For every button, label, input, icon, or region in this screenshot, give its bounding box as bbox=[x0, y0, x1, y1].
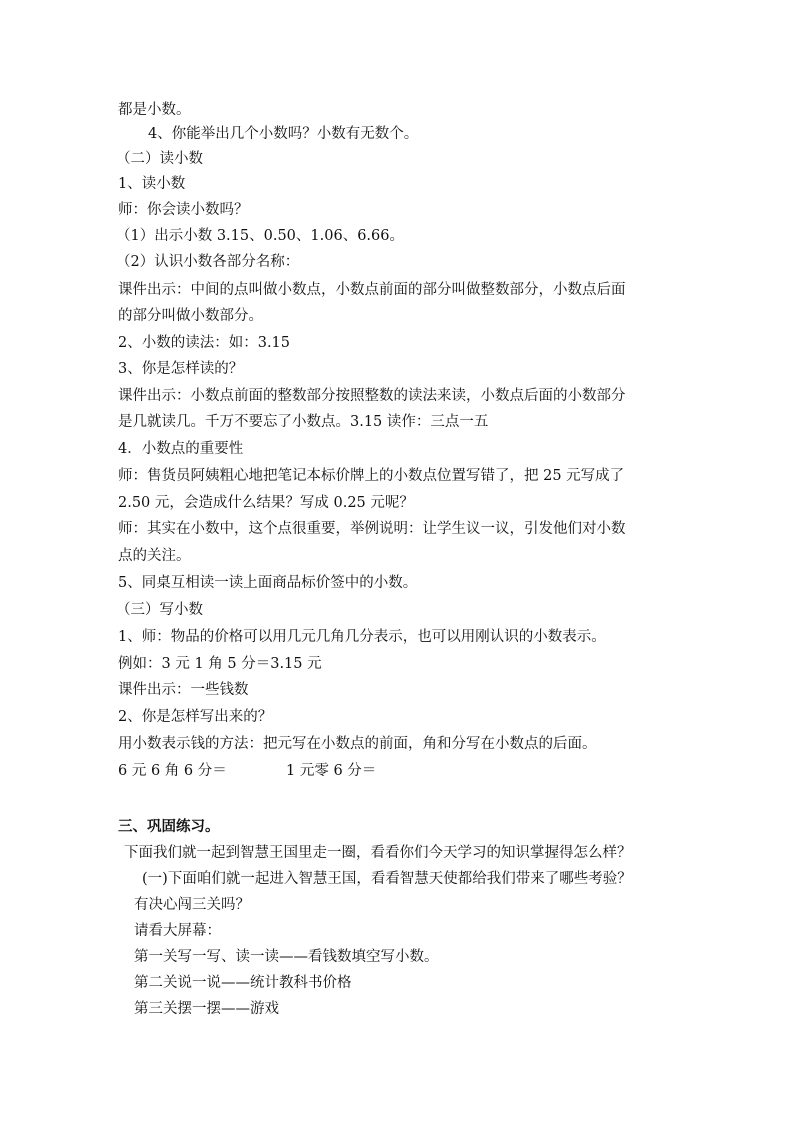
section-heading: （三）写小数 bbox=[116, 602, 203, 618]
text-line: 第三关摆一摆——游戏 bbox=[134, 1001, 279, 1017]
text-line: 1、读小数 bbox=[118, 176, 186, 192]
text-line: 3、你是怎样读的？ bbox=[118, 361, 244, 377]
text-line: （1）出示小数 3.15、0.50、1.06、6.66。 bbox=[116, 228, 404, 244]
text-line: 第二关说一说——统计教科书价格 bbox=[134, 975, 352, 991]
section-heading: （二）读小数 bbox=[116, 151, 203, 167]
text-line: 课件出示：中间的点叫做小数点，小数点前面的部分叫做整数部分，小数点后面 bbox=[118, 282, 626, 298]
text-line: 用小数表示钱的方法：把元写在小数点的前面，角和分写在小数点的后面。 bbox=[118, 736, 597, 752]
text-line: 都是小数。 bbox=[118, 102, 191, 118]
text-line: 师：你会读小数吗？ bbox=[118, 202, 249, 218]
text-line: 4、你能举出几个小数吗？小数有无数个。 bbox=[148, 126, 419, 142]
text-line: 师：其实在小数中，这个点很重要，举例说明：让学生议一议，引发他们对小数 bbox=[118, 521, 626, 537]
text-line: (一)下面咱们就一起进入智慧王国，看看智慧天使都给我们带来了哪些考验？ bbox=[142, 871, 632, 887]
text-line: 是几就读几。千万不要忘了小数点。3.15 读作：三点一五 bbox=[118, 414, 489, 430]
text-line: 2、小数的读法：如：3.15 bbox=[118, 335, 291, 351]
text-line: 的部分叫做小数部分。 bbox=[118, 308, 263, 324]
text-line: （2）认识小数各部分名称： bbox=[116, 254, 300, 270]
text-line: 师：售货员阿姨粗心地把笔记本标价牌上的小数点位置写错了，把 25 元写成了 bbox=[118, 468, 625, 484]
exercise-item: 1 元零 6 分＝ bbox=[286, 763, 377, 779]
text-line: 第一关写一写、读一读——看钱数填空写小数。 bbox=[134, 949, 439, 965]
text-line: 5、同桌互相读一读上面商品标价签中的小数。 bbox=[118, 575, 418, 591]
text-line: 点的关注。 bbox=[118, 548, 191, 564]
text-line: 课件出示：小数点前面的整数部分按照整数的读法来读，小数点后面的小数部分 bbox=[118, 388, 626, 404]
text-line: 2、你是怎样写出来的？ bbox=[118, 709, 273, 725]
section-title: 三、巩固练习。 bbox=[118, 818, 220, 835]
text-line: 2.50 元，会造成什么结果？写成 0.25 元呢？ bbox=[118, 495, 414, 511]
text-line: 1、师：物品的价格可以用几元几角几分表示，也可以用刚认识的小数表示。 bbox=[118, 629, 606, 645]
exercise-item: 6 元 6 角 6 分＝ bbox=[118, 763, 227, 779]
text-line: 请看大屏幕： bbox=[134, 923, 221, 939]
text-line: 课件出示：一些钱数 bbox=[118, 682, 249, 698]
text-line: 例如：3 元 1 角 5 分＝3.15 元 bbox=[118, 656, 322, 672]
text-line: 4．小数点的重要性 bbox=[118, 441, 244, 457]
text-line: 下面我们就一起到智慧王国里走一圈，看看你们今天学习的知识掌握得怎么样？ bbox=[124, 845, 632, 861]
text-line: 有决心闯三关吗？ bbox=[134, 897, 250, 913]
